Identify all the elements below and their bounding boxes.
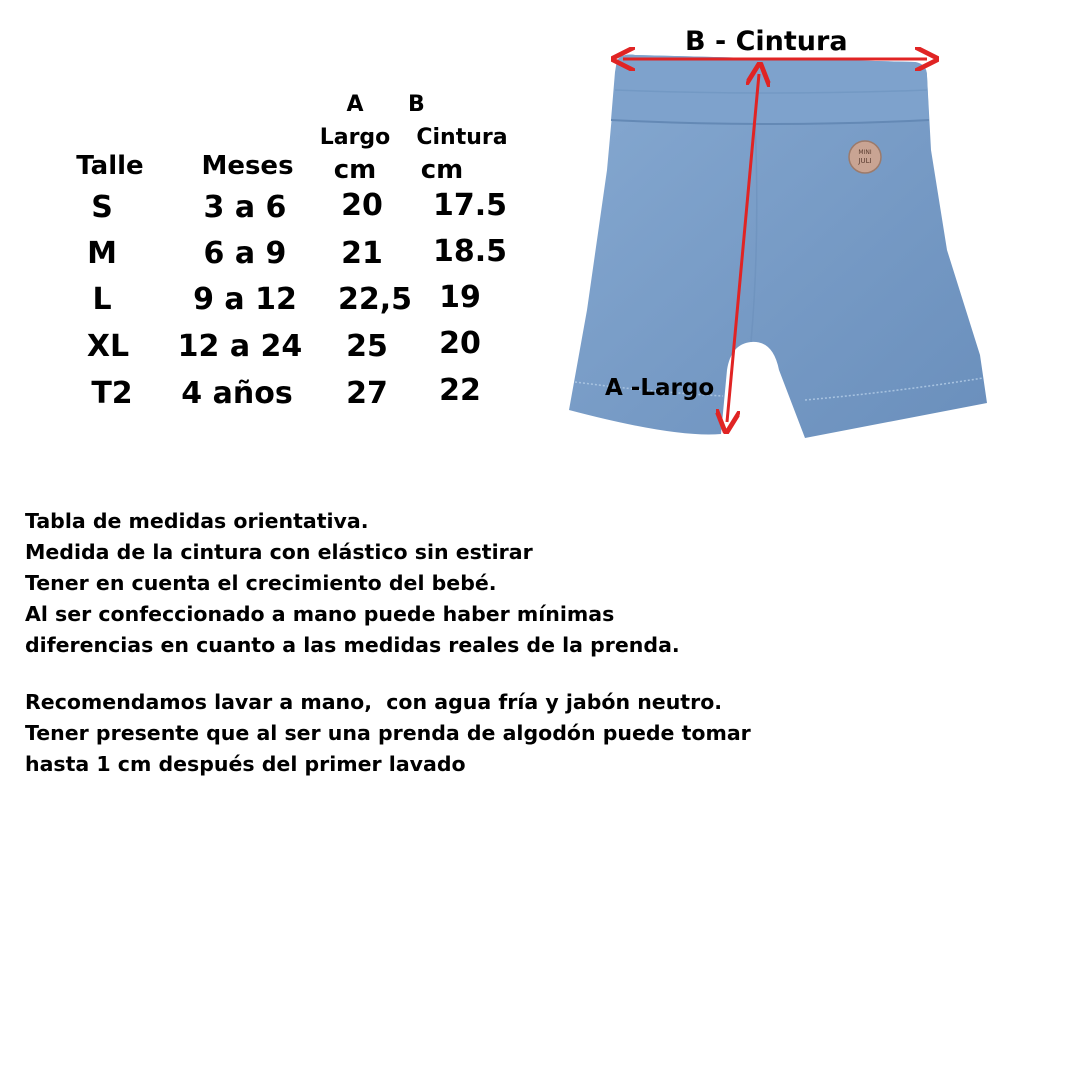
cell-talle: XL bbox=[86, 329, 130, 364]
cell-cintura: 18.5 bbox=[432, 234, 508, 269]
cell-meses: 9 a 12 bbox=[193, 282, 297, 317]
cell-meses: 4 años bbox=[181, 376, 293, 411]
cell-talle: M bbox=[87, 236, 117, 271]
cell-meses: 3 a 6 bbox=[203, 190, 287, 225]
note-line: diferencias en cuanto a las medidas reales de la prenda. bbox=[25, 633, 680, 657]
cell-cintura: 22 bbox=[439, 373, 481, 408]
header-meses bbox=[185, 150, 310, 182]
cell-cintura: 20 bbox=[439, 326, 481, 361]
header-largo-unit: cm bbox=[333, 155, 377, 185]
header-largo-letter: A bbox=[346, 92, 364, 117]
header-cintura-name: Cintura bbox=[416, 125, 508, 150]
cell-largo: 22,5 bbox=[337, 282, 413, 317]
shorts-measurement-figure bbox=[555, 20, 995, 450]
cell-largo: 20 bbox=[341, 188, 383, 223]
header-talle-label: Talle bbox=[76, 151, 144, 181]
header-largo bbox=[305, 88, 405, 186]
header-cintura-unit: cm bbox=[420, 155, 464, 185]
waistband bbox=[611, 55, 929, 124]
note-line: Tener presente que al ser una prenda de algodón puede tomar bbox=[25, 721, 751, 745]
cell-meses: 6 a 9 bbox=[203, 236, 287, 271]
largo-label: A -Largo bbox=[605, 375, 715, 401]
cell-cintura: 19 bbox=[439, 280, 481, 315]
cell-talle: S bbox=[91, 190, 113, 225]
note-line: Recomendamos lavar a mano, con agua fría y jabón neutro. bbox=[25, 690, 723, 714]
cell-meses: 12 a 24 bbox=[177, 329, 303, 364]
brand-button-icon bbox=[849, 141, 881, 173]
header-talle bbox=[60, 150, 160, 182]
note-line: Medida de la cintura con elástico sin estirar bbox=[25, 540, 533, 564]
note-line: hasta 1 cm después del primer lavado bbox=[25, 752, 466, 776]
cell-talle: T2 bbox=[91, 376, 133, 411]
cell-talle: L bbox=[92, 282, 112, 317]
cell-cintura: 17.5 bbox=[432, 188, 508, 223]
header-meses-label: Meses bbox=[201, 151, 294, 181]
cell-largo: 27 bbox=[346, 376, 388, 411]
note-line: Tener en cuenta el crecimiento del bebé. bbox=[25, 571, 497, 595]
note-line: Tabla de medidas orientativa. bbox=[25, 509, 369, 533]
header-largo-name: Largo bbox=[319, 125, 391, 150]
notes-block-sizing bbox=[25, 506, 1025, 661]
button-text-top: MINI bbox=[858, 149, 872, 156]
cell-largo: 21 bbox=[341, 236, 383, 271]
size-table bbox=[0, 0, 560, 430]
header-cintura bbox=[408, 88, 512, 186]
button-text-bottom: JULI bbox=[858, 157, 872, 165]
header-cintura-letter: B bbox=[408, 92, 425, 117]
cintura-label: B - Cintura bbox=[685, 26, 848, 57]
note-line: Al ser confeccionado a mano puede haber mínimas bbox=[25, 602, 615, 626]
cell-largo: 25 bbox=[346, 329, 388, 364]
notes-block-care bbox=[25, 687, 1025, 780]
